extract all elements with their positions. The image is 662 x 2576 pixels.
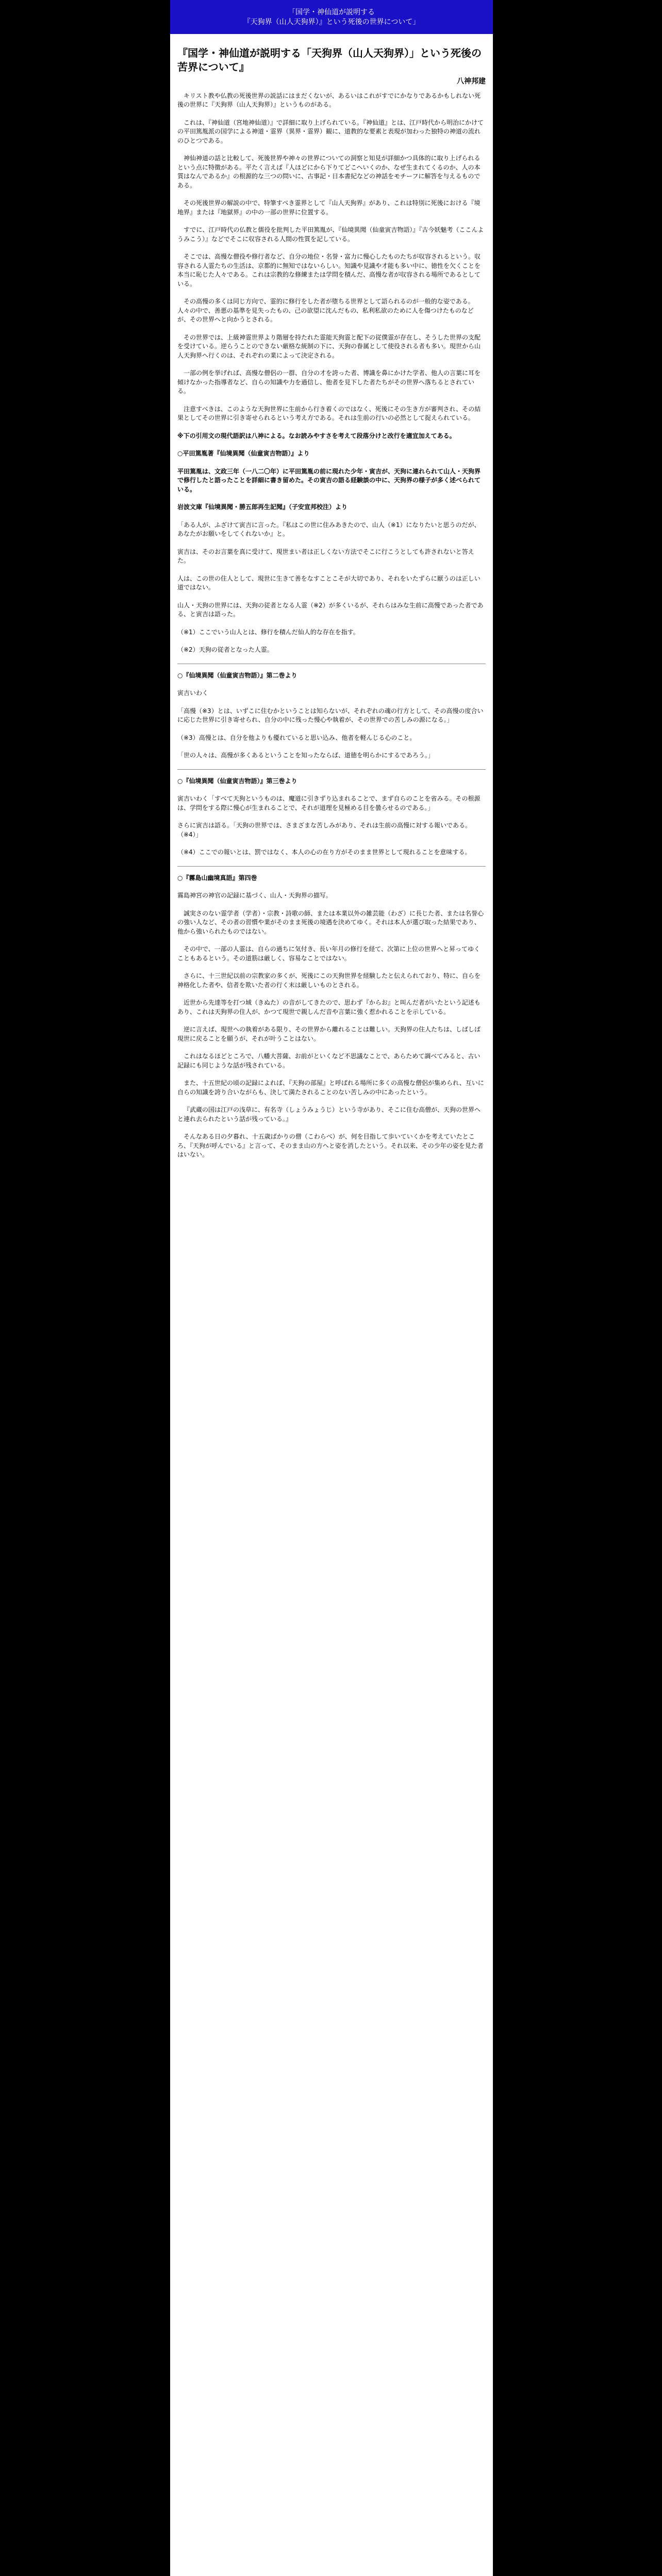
banner-line-2: 『天狗界（山人天狗界）』という死後の世界について」 [243, 18, 420, 26]
footnote: （※3）高慢とは、自分を他よりも優れていると思い込み、他者を軽んじる心のこと。 [177, 734, 416, 741]
source-citation: 岩波文庫『仙境異聞・勝五郎再生記聞』（子安宣邦校注）より [177, 503, 348, 511]
quote-line: 「高慢（※3）とは、いずこに住むかということは知らないが、それぞれの魂の行方として、その高慢の度合いに応じた世界に引き寄せられ、自分の中に残った慢心や執着が、その世界での苦しみの源になる。」 [177, 707, 484, 723]
quote-line: 寅吉いわく「すべて天狗というものは、魔道に引きずり込まれることで、まず自らのことを省みる。その根源は、学問をする際に慢心が生まれることで、それが道理を見極める目を曇らせるのである。」 [177, 795, 481, 811]
section-heading: ○平田篤胤著『仙境異聞（仙童寅吉物語）』より [177, 450, 310, 457]
paragraph: 近世から先達等を打つ域（きぬた）の音がしてきたので、思わず『からお』と叫んだ者がいたという記述もあり、これは天狗界の住人が、かつて現世で親しんだ音や言葉に強く惹かれることを示している。 [177, 999, 481, 1015]
paragraph: 神仙神道の話と比較して、死後世界や神々の世界についての洞察と知見が詳細かつ具体的に取り上げられるという点に特徴がある。平たく言えば『人ほどにから下りてどこへいくのか、なぜ生まれてくるのか、人の本質はなんであるか』の根源的な三つの問いに、古事記・日本書紀などの神話をモチーフに解答を与えるものである。 [177, 155, 481, 189]
paragraph: その高慢の多くは同じ方向で、霊的に修行をした者が堕ちる世界として語られるのが一般的な姿である。人々の中で、善悪の基準を見失ったもの、己の欲望に沈んだもの、私利私欲のために人を傷つけたものなどが、その世界へと向かうとされる。 [177, 298, 474, 323]
section-heading: ○『仙境異聞（仙童寅吉物語）』第二巻より [177, 671, 297, 679]
section-heading: ○『仙境異聞（仙童寅吉物語）』第三巻より [177, 777, 297, 785]
divider [177, 769, 486, 770]
footnote: （※1）ここでいう山人とは、修行を積んだ仙人的な存在を指す。 [177, 628, 359, 636]
quote-block-3 [177, 794, 486, 857]
footnote: （※4）ここでの報いとは、罰ではなく、本人の心の在り方がそのまま世界として現れることを意味する。 [177, 849, 471, 856]
paragraph: キリスト教や仏教の死後世界の説話にはまだくないが、あるいはこれがすでにかなりであるかもしれない死後の世界に『天狗界（山人天狗界）』というものがある。 [177, 92, 481, 108]
quote-line: 山人・天狗の世界には、天狗の従者となる人霊（※2）が多くいるが、それらはみな生前に高慢であった者である、と寅吉は語った。 [177, 601, 484, 618]
quote-block-2 [177, 689, 486, 760]
footnote: （※2）天狗の従者となった人霊。 [177, 646, 273, 653]
article-title: 『国学・神仙道が説明する「天狗界（山人天狗界）」という死後の苦界について』 [177, 47, 482, 73]
paragraph: その中で、一部の人霊は、自らの過ちに気付き、長い年月の修行を経て、次第に上位の世界へと昇ってゆくこともあるという。その道筋は厳しく、容易なことではない。 [177, 945, 481, 962]
header-banner [170, 0, 493, 34]
quote-line: 寅吉は、そのお言葉を真に受けて、現世まい者は正しくない方法でそこに行こうとしても許されないと答えた。 [177, 548, 474, 564]
paragraph: 一部の例を挙げれば、高慢な僧侶の一群、自分の才を誇った者、博識を鼻にかけた学者、他人の言葉に耳を傾けなかった指導者など、自らの知識や力を過信し、他者を見下した者たちがその世界へ落ちるとされている。 [177, 369, 481, 395]
paragraphs-section-2 [177, 909, 486, 1160]
paragraph: また、十五世紀の頃の記録によれば、『天狗の部屋』と呼ばれる場所に多くの高慢な僧侶が集められ、互いに自らの知識を誇り合いながらも、決して満たされることのない苦しみの中にあったという。 [177, 1079, 484, 1096]
paragraph: 誠実さのない霊学者（学者）・宗教・詩歌の師、または本業以外の雑芸能（わざ）に長じた者、または名誉心の強い人など、その者の習慣や業がそのまま死後の境遇を決めてゆく。それは本人が選び取った結果であり、他から強いられたものではない。 [177, 909, 484, 935]
article-author: 八神邦建 [457, 77, 486, 86]
quote-block-1 [177, 521, 486, 655]
quote-line: 寅吉いわく [177, 689, 209, 697]
quote-line: さらに寅吉は語る。「天狗の世界では、さまざまな苦しみがあり、それは生前の高慢に対する報いである。（※4）」 [177, 822, 472, 838]
section-intro: 平田篤胤は、文政三年（一八二〇年）に平田篤胤の前に現れた少年・寅吉が、天狗に連れられて山人・天狗界で修行したと語ったことを詳細に書き留めた。その寅吉の語る経験談の中に、天狗界の様子が多く述べられている。 [177, 467, 481, 493]
quote-line: 「ある人が、ふざけて寅吉に言った。『私はこの世に住みあきたので、山人（※1）になりたいと思うのだが、あなたがお願いをしてくれないか』と。 [177, 521, 481, 537]
banner-line-1: 「国学・神仙道が説明する [288, 8, 375, 16]
divider [177, 866, 486, 867]
paragraph: これは、『神仙道（宮地神仙道）』で詳細に取り上げられている。『神仙道』とは、江戸時代から明治にかけての平田篤胤派の国学による神道・霊界（異界・霊界）観に、道教的な要素と表現が加わった独特の神道の流れのひとつである。 [177, 118, 484, 144]
paragraph: すでに、江戸時代の仏教と儒役を批判した平田篤胤が、『仙境異聞（仙童寅吉物語）』『古今妖魅考（ここんようみこう）』などでそこに収容される人間の性質を記している。 [177, 226, 484, 243]
paragraph: そんなある日の夕暮れ、十五歳ばかりの僧（こわらべ）が、何を目指して歩いていくかを考えていたところ、『天狗が呼んでいる』と言って、そのまま山の方へと姿を消したという。それ以来、その少年の姿を見た者はいない。 [177, 1133, 484, 1158]
paragraph: 注意すべきは、このような天狗世界に生前から行き着くのではなく、死後にその生き方が審判され、その結果としてその世界に引き寄せられるという考え方である。それは生前の行いの必然として捉えられている。 [177, 405, 481, 421]
page [170, 0, 493, 2576]
paragraph: これはなるほどところで、八幡大菩薩、お前がといくなど不思議なことで、あらためて調べてみると、古い記録にも同じような話が残されている。 [177, 1053, 481, 1069]
translation-note: ※下の引用文の現代語訳は八神による。なお読みやすさを考えて段落分けと改行を適宜加えてある。 [177, 432, 456, 439]
paragraphs-section-1 [177, 92, 486, 423]
paragraph: そこでは、高慢な僧役や修行者など、自分の地位・名誉・富力に慢心したものたちが収容されるという。収容される人霊たちの生活は、京都的に無知ではないらしい。知識や見識や才能も多い中に、徳性を欠くことを本当に恥じた人々である。これは宗教的な修練または学問を積んだ、高慢な者が収容される場所であるとしている。 [177, 253, 481, 287]
paragraph: 逆に言えば、現世への執着がある限り、その世界から離れることは難しい。天狗界の住人たちは、しばしば現世に戻ることを願うが、それが叶うことはない。 [177, 1026, 481, 1042]
paragraph: その世界では、上級神霊世界より階層を持たれた霊能天狗霊と配下の従僕霊が存在し、そうした世界の支配を受けている。逆らうことのできない厳格な統制の下に、天狗の眷属として使役される者も多い。現世から山人天狗界へ行くのは、それぞれの業によって決定される。 [177, 333, 481, 359]
quote-line: 「世の人々は、高慢が多くあるということを知ったならば、道徳を明らかにするであろう。」 [177, 752, 434, 759]
paragraph: 『武蔵の国は江戸の浅草に、有名寺（しょうみょうじ）という寺があり、そこに住む高僧が、天狗の世界へと連れ去られたという話が残っている。』 [177, 1106, 481, 1123]
section-heading: ○『霧島山幽境真語』第四巻 [177, 874, 257, 882]
section-intro: 霧島神宮の神官の記録に基づく、山人・天狗界の描写。 [177, 892, 332, 899]
paragraph: さらに、十三世紀以前の宗教家の多くが、死後にこの天狗世界を経験したと伝えられており、特に、自らを神格化した者や、信者を欺いた者の行く末は厳しいものとされる。 [177, 972, 481, 989]
paragraph: その死後世界の解説の中で、特筆すべき霊界として『山人天狗界』があり、これは特別に死後における『境地界』または『地獄界』の中の一部の世界に位置する。 [177, 199, 481, 216]
quote-line: 人は、この世の住人として、現世に生きて善をなすことこそが大切であり、それをいたずらに厭うのは正しい道ではない。 [177, 574, 481, 591]
article-body [170, 34, 493, 1160]
